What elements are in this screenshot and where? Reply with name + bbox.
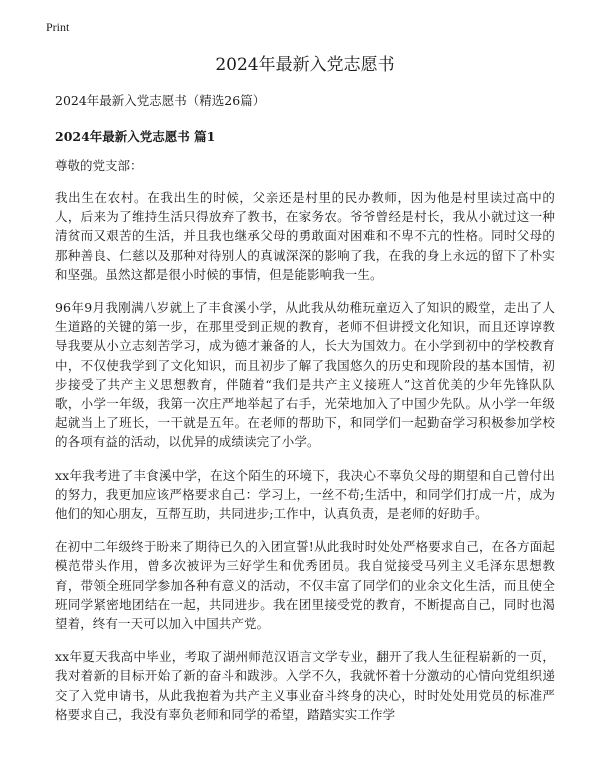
paragraph: xx年夏天我高中毕业，考取了湖州师范汉语言文学专业，翻开了我人生征程崭新的一页，我对着新的目标开始了新的奋斗和跋涉。入学不久，我就怀着十分激动的心情向党组织递交了入党申请书，从此我抱着为共产主义事业奋斗终身的决心，时时处处用党员的标准严格要求自己，我没有辜负老师和同学的希望，踏踏实实工作学 (55, 649, 555, 722)
article-heading: 2024年最新入党志愿书 篇1 (55, 129, 216, 144)
paragraph: 我出生在农村。在我出生的时候，父亲还是村里的民办教师，因为他是村里读过高中的人，后来为了维持生活只得放弃了教书，在家务农。爷爷曾经是村长，我从小就过这一种清贫而又艰苦的生活，并且我也继承父母的勇敢面对困难和不卑不亢的性格。同时父母的那种善良、仁慈以及那种对待别人的真诚深深的影响了我，在我的身上永远的留下了朴实和坚强。虽然这都是很小时候的事情，但是能影响我一生。 (55, 190, 555, 282)
document-subtitle: 2024年最新入党志愿书（精选26篇） (55, 93, 266, 108)
paragraph: 在初中二年级终于盼来了期待已久的入团宣誓!从此我时时处处严格要求自己，在各方面起模范带头作用，曾多次被评为三好学生和优秀团员。我自觉接受马列主义毛泽东思想教育，带领全班同学参加各种有意义的活动，不仅丰富了同学们的业余文化生活，而且使全班同学紧密地团结在一起，共同进步。我在团里接受党的教育，不断提高自己，同时也渴望着，终有一天可以加入中国共产党。 (55, 539, 555, 632)
print-link[interactable]: Print (46, 20, 70, 34)
paragraph: 96年9月我刚满八岁就上了丰食溪小学，从此我从幼稚玩童迈入了知识的殿堂，走出了人生道路的关键的第一步，在那里受到正规的教育，老师不但讲授文化知识，而且还谆谆教导我要从小立志刻苦学习，成为德才兼备的人，长大为国效力。在小学到初中的学校教育中，不仅使我学到了文化知识，而且初步了解了我国悠久的历史和现阶段的基本国情，初步接受了共产主义思想教育，伴随着“我们是共产主义接班人”这首优美的少年先锋队队歌，小学一年级，我第一次庄严地举起了右手，光荣地加入了中国少先队。从小学一年级起就当上了班长，一干就是五年。在老师的帮助下，和同学们一起勤奋学习积极参加学校的各项有益的活动，以优异的成绩读完了小学。 (55, 300, 555, 450)
document-content (55, 50, 555, 724)
page-title: 2024年最新入党志愿书 (215, 55, 395, 75)
paragraph: xx年我考进了丰食溪中学，在这个陌生的环境下，我决心不辜负父母的期望和自己曾付出的努力，我更加应该严格要求自己：学习上，一丝不苟;生活中，和同学们打成一片，成为他们的知心朋友，互帮互助，共同进步;工作中，认真负责，是老师的好助手。 (55, 467, 555, 522)
salutation: 尊敬的党支部： (55, 158, 143, 173)
